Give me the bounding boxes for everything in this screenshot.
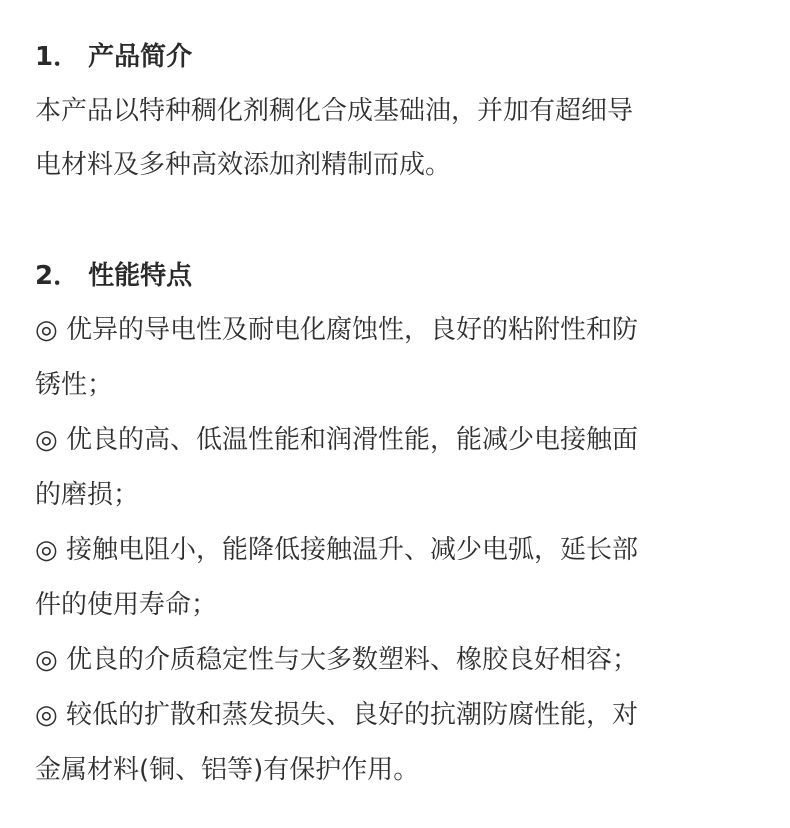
- feature-line-5: ◎ 接触电阻小，能降低接触温升、减少电弧，延长部: [35, 535, 638, 565]
- feature-line-1: ◎ 优异的导电性及耐电化腐蚀性，良好的粘附性和防: [35, 315, 638, 345]
- feature-line-8: ◎ 较低的扩散和蒸发损失、良好的抗潮防腐性能，对: [35, 700, 638, 730]
- section-2-heading: 2． 性能特点: [35, 261, 193, 291]
- section-1-line-2: 电材料及多种高效添加剂精制而成。: [35, 150, 452, 180]
- section-1-heading: 1． 产品简介: [35, 42, 193, 72]
- feature-line-6: 件的使用寿命；: [35, 590, 218, 620]
- feature-line-9: 金属材料(铜、铝等)有保护作用。: [35, 755, 420, 785]
- section-1-line-1: 本产品以特种稠化剂稠化合成基础油，并加有超细导: [35, 96, 634, 126]
- feature-line-2: 锈性；: [35, 370, 114, 400]
- feature-line-7: ◎ 优良的介质稳定性与大多数塑料、橡胶良好相容；: [35, 645, 638, 675]
- feature-line-4: 的磨损；: [35, 480, 140, 510]
- feature-line-3: ◎ 优良的高、低温性能和润滑性能，能减少电接触面: [35, 425, 638, 455]
